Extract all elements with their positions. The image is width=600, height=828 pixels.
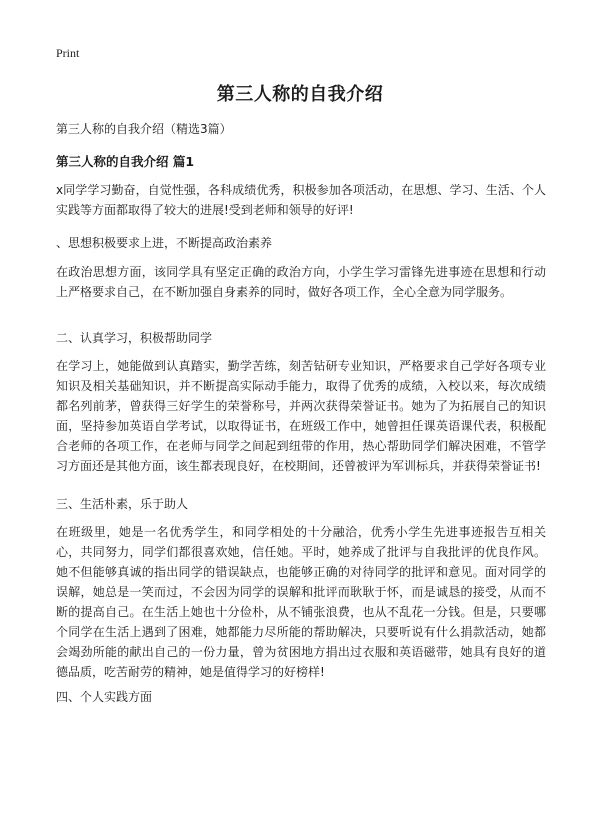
paragraph-2: 在学习上，她能做到认真踏实，勤学苦练，刻苦钻研专业知识，严格要求自己学好各项专业知识及相关基础知识，并不断提高实际动手能力，取得了优秀的成绩，入校以来，每次成绩都名列前茅，曾获得三好学生的荣誉称号，并两次获得荣誉证书。她为了为拓展自己的知识面，坚持参加英语自学考试，以取得证书，在班级工作中，她曾担任课英语课代表，积极配合老师的各项工作，在老师与同学之间起到纽带的作用，热心帮助同学们解决困难，不管学习方面还是其他方面，该生都表现良好，在校期间，还曾被评为军训标兵，并获得荣誉证书!: [56, 359, 546, 473]
section-heading-4: 四、个人实践方面: [56, 690, 153, 704]
section-heading-1: 、思想积极要求上进，不断提高政治素养: [56, 236, 273, 250]
intro-paragraph: x同学学习勤奋，自觉性强，各科成绩优秀，积极参加各项活动，在思想、学习、生活、个人实践等方面都取得了较大的进展!受到老师和领导的好评!: [56, 183, 546, 217]
paragraph-1: 在政治思想方面，该同学具有坚定正确的政治方向，小学生学习雷锋先进事迹在思想和行动上严格要求自己，在不断加强自身素养的同时，做好各项工作，全心全意为同学服务。: [56, 265, 546, 299]
document-subtitle: 第三人称的自我介绍（精选3篇）: [56, 122, 232, 136]
page-title: 第三人称的自我介绍: [216, 84, 384, 105]
section-heading-2: 二、认真学习，积极帮助同学: [56, 331, 213, 345]
print-link[interactable]: Print: [56, 46, 80, 60]
paragraph-3: 在班级里，她是一名优秀学生，和同学相处的十分融洽，优秀小学生先进事迹报告互相关心，共同努力，同学们都很喜欢她，信任她。平时，她养成了批评与自我批评的优良作风。她不但能够真诚的指出同学的错误缺点，也能够正确的对待同学的批评和意见。面对同学的误解，她总是一笑而过，不会因为同学的误解和批评而耿耿于怀，而是诚恳的接受，从而不断的提高自己。在生活上她也十分俭朴，从不铺张浪费，也从不乱花一分钱。但是，只要哪个同学在生活上遇到了困难，她都能力尽所能的帮助解决，只要听说有什么捐款活动，她都会竭劲所能的献出自己的一份力量，曾为贫困地方捐出过衣服和英语磁带，她具有良好的道德品质，吃苦耐劳的精神，她是值得学习的好榜样!: [56, 525, 546, 679]
article-heading: 第三人称的自我介绍 篇1: [56, 154, 195, 169]
section-heading-3: 三、生活朴素，乐于助人: [56, 497, 189, 511]
